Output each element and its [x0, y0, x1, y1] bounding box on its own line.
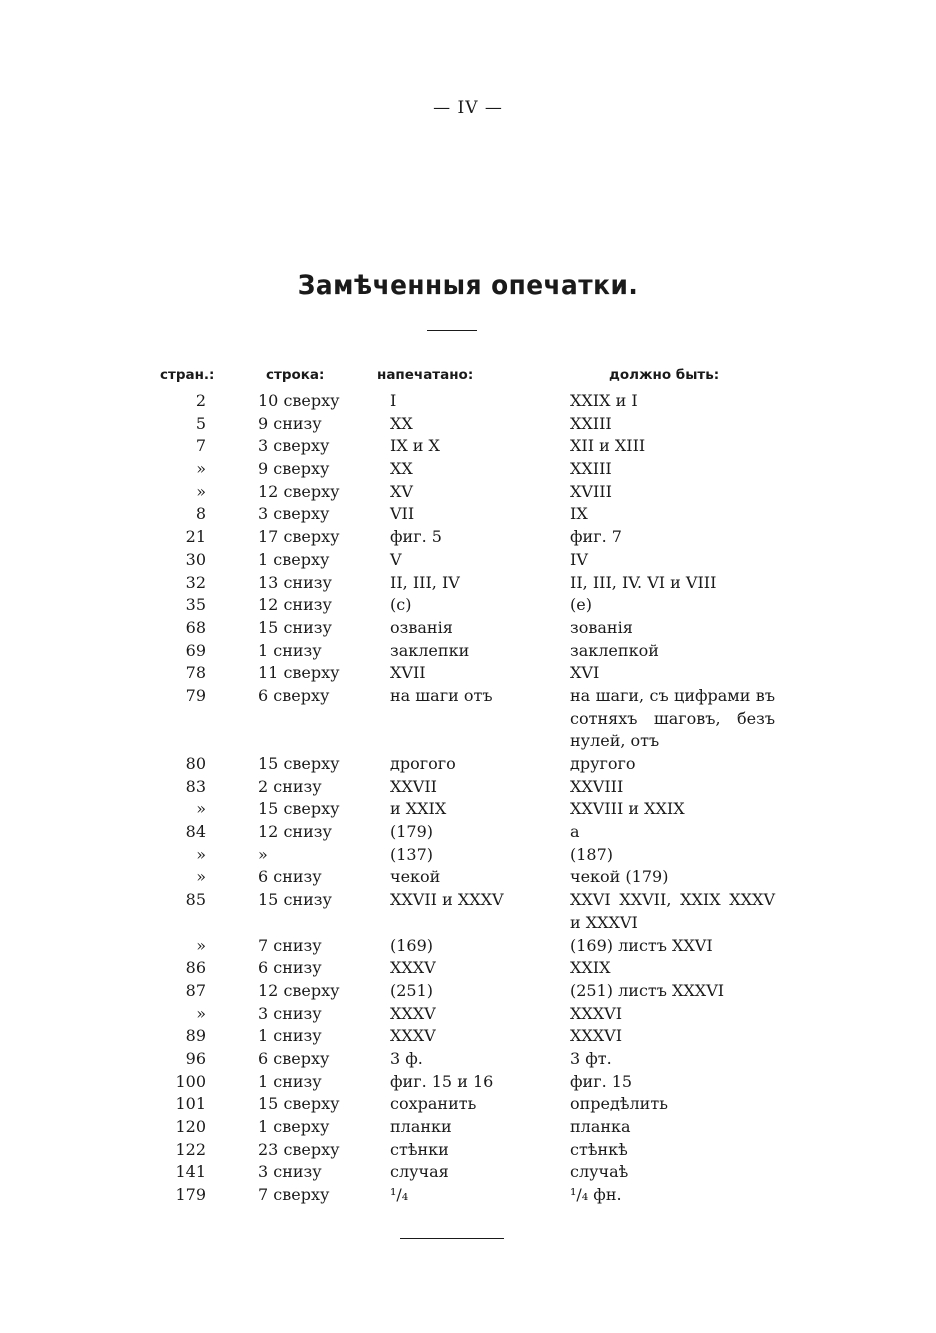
cell-printed: XVII	[390, 663, 426, 683]
bottom-divider	[400, 1238, 504, 1239]
cell-line: 2 снизу	[258, 776, 322, 796]
cell-correct: XXIII	[570, 413, 612, 433]
table-row	[0, 776, 936, 799]
cell-line: 15 снизу	[258, 890, 332, 910]
cell-correct: II, III, IV. VI и VIII	[570, 572, 717, 592]
cell-correct: чекой (179)	[570, 867, 669, 887]
cell-printed: стѣнки	[390, 1139, 449, 1159]
table-row	[0, 481, 936, 504]
cell-printed: фиг. 5	[390, 527, 442, 547]
cell-page: 83	[185, 776, 206, 796]
cell-correct: (187)	[570, 844, 614, 864]
cell-correct: другого	[570, 754, 636, 774]
table-row	[0, 980, 936, 1003]
cell-page: 87	[185, 980, 206, 1000]
table-row	[0, 685, 936, 753]
table-row	[0, 662, 936, 685]
table-row	[0, 1025, 936, 1048]
cell-line: 1 сверху	[258, 1117, 330, 1137]
table-row	[0, 435, 936, 458]
cell-page: 8	[195, 504, 206, 524]
header-page: стран.:	[160, 367, 215, 383]
cell-page: 78	[185, 663, 206, 683]
cell-correct: XXIX и I	[570, 391, 638, 410]
table-row	[0, 1048, 936, 1071]
cell-line: 23 сверху	[258, 1139, 340, 1159]
cell-correct: XXVIII и XXIX	[570, 799, 685, 819]
cell-line: 10 сверху	[258, 391, 340, 410]
cell-correct: XVIII	[570, 481, 612, 501]
cell-printed: XX	[390, 413, 413, 433]
cell-line: 6 снизу	[258, 867, 322, 887]
cell-printed: II, III, IV	[390, 572, 460, 592]
cell-correct: опредѣлить	[570, 1094, 668, 1114]
cell-page: 85	[185, 890, 206, 910]
cell-correct: (251) листъ XXXVI	[570, 980, 725, 1000]
cell-page: 179	[175, 1185, 206, 1205]
cell-correct: XXVI XXVII, XXIX XXXV и XXXVI	[570, 890, 775, 932]
cell-line: 3 сверху	[258, 436, 330, 456]
table-row	[0, 572, 936, 595]
cell-printed: дрогого	[390, 754, 456, 774]
cell-page: 2	[195, 391, 206, 410]
cell-correct: a	[570, 822, 580, 842]
table-row	[0, 1184, 936, 1207]
cell-line: 6 сверху	[258, 685, 330, 705]
cell-printed: фиг. 15 и 16	[390, 1071, 494, 1091]
cell-line: 3 снизу	[258, 1003, 322, 1023]
cell-page: 141	[175, 1162, 206, 1182]
header-line: строка:	[266, 367, 325, 383]
cell-page: 32	[185, 572, 206, 592]
cell-page: 79	[185, 685, 206, 705]
table-row	[0, 889, 936, 934]
table-row	[0, 844, 936, 867]
cell-printed: XXXV	[390, 958, 436, 978]
table-row	[0, 1139, 936, 1162]
cell-correct: (169) листъ XXVI	[570, 935, 713, 955]
cell-page: 5	[195, 413, 206, 433]
cell-page: »	[196, 481, 206, 501]
cell-line: 1 снизу	[258, 1026, 322, 1046]
cell-line: 3 снизу	[258, 1162, 322, 1182]
cell-line: 15 сверху	[258, 1094, 340, 1114]
header-printed: напечатано:	[377, 367, 474, 383]
cell-printed: чекой	[390, 867, 441, 887]
cell-correct: XVI	[570, 663, 600, 683]
table-row	[0, 798, 936, 821]
cell-printed: на шаги отъ	[390, 685, 493, 705]
cell-printed: случая	[390, 1162, 449, 1182]
cell-page: 122	[175, 1139, 206, 1159]
cell-correct: XXXVI	[570, 1003, 623, 1023]
cell-line: 12 сверху	[258, 980, 340, 1000]
cell-printed: ¹/₄	[390, 1185, 409, 1205]
title-divider	[427, 330, 477, 331]
cell-line: 7 сверху	[258, 1185, 330, 1205]
cell-page: 101	[175, 1094, 206, 1114]
cell-line: 13 снизу	[258, 572, 332, 592]
table-header	[0, 367, 936, 387]
cell-correct: зованія	[570, 617, 633, 637]
cell-printed: озванія	[390, 617, 453, 637]
cell-page: 35	[185, 595, 206, 615]
cell-line: 15 сверху	[258, 799, 340, 819]
cell-line: 6 снизу	[258, 958, 322, 978]
cell-page: »	[196, 935, 206, 955]
table-row	[0, 1093, 936, 1116]
table-row	[0, 594, 936, 617]
cell-line: 1 сверху	[258, 549, 330, 569]
cell-printed: I	[390, 391, 397, 410]
cell-correct: XXXVI	[570, 1026, 623, 1046]
errata-table	[0, 390, 936, 1207]
table-row	[0, 1116, 936, 1139]
table-row	[0, 458, 936, 481]
cell-correct: фиг. 7	[570, 527, 622, 547]
cell-correct: фиг. 15	[570, 1071, 633, 1091]
cell-correct: заклепкой	[570, 640, 659, 660]
cell-correct: 3 фт.	[570, 1048, 612, 1068]
cell-printed: XX	[390, 459, 413, 479]
cell-printed: сохранить	[390, 1094, 477, 1114]
cell-line: 1 снизу	[258, 1071, 322, 1091]
cell-correct: (e)	[570, 595, 592, 615]
cell-correct: XXIII	[570, 459, 612, 479]
table-row	[0, 1071, 936, 1094]
cell-line: 12 снизу	[258, 822, 332, 842]
cell-line: 15 снизу	[258, 617, 332, 637]
cell-correct: случаѣ	[570, 1162, 629, 1182]
cell-line: 17 сверху	[258, 527, 340, 547]
table-row	[0, 935, 936, 958]
table-row	[0, 866, 936, 889]
cell-page: 7	[195, 436, 206, 456]
cell-page: 21	[185, 527, 206, 547]
cell-correct: ¹/₄ фн.	[570, 1185, 622, 1205]
cell-printed: 3 ф.	[390, 1048, 423, 1068]
cell-correct: IX	[570, 504, 588, 524]
table-row	[0, 549, 936, 572]
cell-page: 120	[175, 1117, 206, 1137]
cell-page: »	[196, 1003, 206, 1023]
cell-printed: (c)	[390, 595, 412, 615]
cell-printed: XXXV	[390, 1003, 436, 1023]
cell-line: 9 снизу	[258, 413, 322, 433]
cell-correct: XXVIII	[570, 776, 624, 796]
cell-page: 96	[185, 1048, 206, 1068]
table-row	[0, 413, 936, 436]
table-row	[0, 821, 936, 844]
cell-correct: IV	[570, 549, 588, 569]
header-correct: должно быть:	[609, 367, 720, 383]
cell-printed: XXVII и XXXV	[390, 890, 504, 910]
cell-printed: XV	[390, 481, 413, 501]
table-row	[0, 1003, 936, 1026]
table-row	[0, 753, 936, 776]
cell-page: 100	[175, 1071, 206, 1091]
cell-line: 15 сверху	[258, 754, 340, 774]
cell-line: 7 снизу	[258, 935, 322, 955]
cell-line: 6 сверху	[258, 1048, 330, 1068]
cell-printed: заклепки	[390, 640, 470, 660]
cell-page: »	[196, 459, 206, 479]
cell-line: 3 сверху	[258, 504, 330, 524]
page-title: Замѣченныя опечатки.	[297, 270, 639, 301]
cell-printed: VII	[390, 504, 415, 524]
cell-printed: (179)	[390, 822, 434, 842]
cell-line: »	[258, 844, 268, 864]
cell-page: 84	[185, 822, 206, 842]
cell-printed: IX и X	[390, 436, 440, 456]
cell-correct: XXIX	[570, 958, 611, 978]
cell-printed: V	[390, 549, 402, 569]
cell-printed: и XXIX	[390, 799, 447, 819]
cell-page: 89	[185, 1026, 206, 1046]
table-row	[0, 390, 936, 413]
cell-printed: (137)	[390, 844, 434, 864]
table-row	[0, 617, 936, 640]
cell-page: 80	[185, 754, 206, 774]
table-row	[0, 640, 936, 663]
cell-line: 12 снизу	[258, 595, 332, 615]
cell-printed: (169)	[390, 935, 434, 955]
cell-correct: XII и XIII	[570, 436, 646, 456]
cell-correct: планка	[570, 1117, 631, 1137]
table-row	[0, 503, 936, 526]
cell-printed: XXXV	[390, 1026, 436, 1046]
cell-printed: (251)	[390, 980, 434, 1000]
cell-page: »	[196, 799, 206, 819]
cell-printed: планки	[390, 1117, 452, 1137]
cell-correct: на шаги, съ цифрами въ сотняхъ шаговъ, безъ нулей, отъ	[570, 685, 775, 751]
cell-page: 69	[185, 640, 206, 660]
page-number: — IV —	[433, 98, 503, 118]
table-row	[0, 957, 936, 980]
table-row	[0, 526, 936, 549]
cell-page: 30	[185, 549, 206, 569]
cell-line: 9 сверху	[258, 459, 330, 479]
cell-line: 12 сверху	[258, 481, 340, 501]
cell-printed: XXVII	[390, 776, 437, 796]
cell-page: 86	[185, 958, 206, 978]
cell-page: »	[196, 867, 206, 887]
table-row	[0, 1161, 936, 1184]
cell-correct: стѣнкѣ	[570, 1139, 628, 1159]
cell-line: 11 сверху	[258, 663, 340, 683]
cell-line: 1 снизу	[258, 640, 322, 660]
cell-page: 68	[185, 617, 206, 637]
cell-page: »	[196, 844, 206, 864]
